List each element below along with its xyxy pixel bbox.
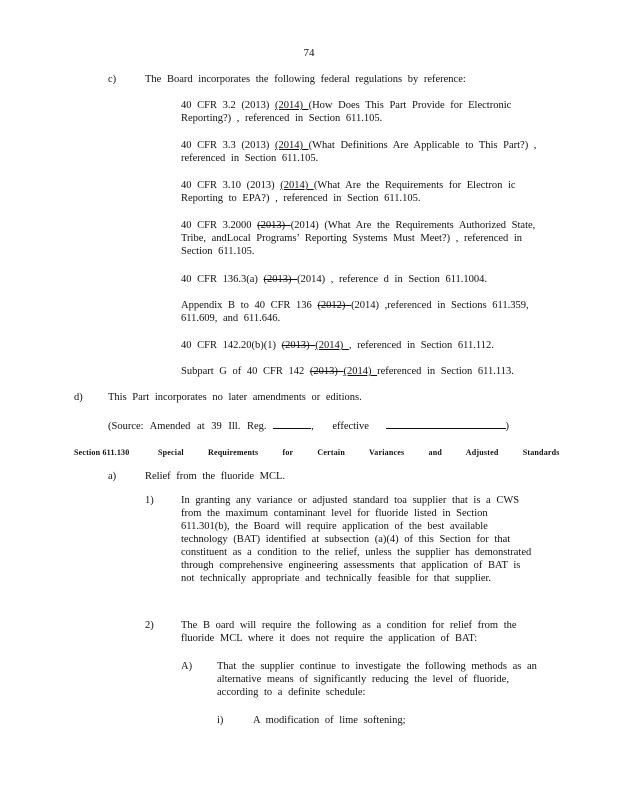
struck-text: (2012) (317, 300, 352, 311)
source-comma: , (311, 421, 314, 432)
subsection-d-text: This Part incorporates no later amendments or editions. (108, 392, 362, 403)
struck-text: (2013) (263, 274, 298, 285)
inserted-text: (2014) (274, 100, 309, 111)
reference-text: referenced in Section 611.113. (377, 366, 514, 377)
section-number: Section 611.130 (74, 448, 130, 457)
inserted-text: (2014) (315, 340, 349, 351)
reference-text: Subpart G of 40 CFR 142 (181, 366, 310, 377)
struck-text: (2013) (281, 340, 316, 351)
reference-item (181, 339, 541, 352)
item-1-text: In granting any variance or adjusted standard toa supplier that is a CWS from the maximum contaminant level for fluoride listed in Section 611.301(b), the Board will require application of the best available technology (BAT) identified at subsection (a)(4) of this Section for that constituent as a condition to the relief, unless the supplier has demonstrated through comprehensive engineering assessments that application of BAT is not technically appropriate and technically feasible for that supplier. (181, 495, 532, 584)
item-i-text: A modification of lime softening; (253, 715, 406, 726)
item-A-text: That the supplier continue to investigate the following methods as an alternative means of significantly reducing the level of fluoride, according to a definite schedule: (217, 661, 537, 698)
section-title: Special Requirements for Certain Variances and Adjusted Standards (158, 448, 560, 457)
reference-text: 40 CFR 3.2000 (181, 220, 258, 231)
source-note (108, 418, 509, 433)
reference-text: , referenced in Section 611.112. (348, 340, 494, 351)
subsection-d-label: d) (74, 392, 83, 403)
effective-date-blank (386, 418, 506, 429)
reference-text: 40 CFR 3.10 (2013) (181, 180, 281, 191)
item-2-label: 2) (145, 620, 154, 631)
reference-item (181, 273, 541, 286)
reference-text: (How Does This Part Provide for Electronic Reporting?) , referenced in Section 611.105. (181, 100, 512, 124)
item-1-label: 1) (145, 495, 154, 506)
item-A-label: A) (181, 661, 193, 672)
reference-item (181, 299, 541, 325)
page-number: 74 (303, 47, 315, 59)
reference-item (181, 139, 541, 165)
reference-text: 40 CFR 3.2 (2013) (181, 100, 275, 111)
reference-item (181, 219, 541, 258)
reference-text: (What Are the Requirements for Electron ic Reporting to EPA?) , referenced in Section 611.105. (181, 180, 516, 204)
inserted-text: (2014) (274, 140, 309, 151)
struck-text: (2013) (309, 366, 344, 377)
struck-text: (2013) (257, 220, 291, 231)
reference-item (181, 99, 541, 125)
item-i-label: i) (217, 715, 224, 726)
reference-text: Appendix B to 40 CFR 136 (181, 300, 318, 311)
reference-text: (2014) (What Are the Requirements Authorized State, Tribe, andLocal Programs’ Reporting Systems Must Meet?) , referenced in Section 611.105. (181, 220, 536, 257)
inserted-text: (2014) (280, 180, 314, 191)
reference-text: (2014) , reference d in Section 611.1004. (297, 274, 488, 285)
register-page-blank (273, 418, 311, 429)
reference-item (181, 365, 541, 378)
subsection-a-label: a) (108, 471, 117, 482)
item-2-text: The B oard will require the following as a condition for relief from the fluoride MCL where it does not require the application of BAT: (181, 620, 517, 644)
source-prefix: (Source: Amended at 39 Ill. Reg. (108, 421, 267, 432)
source-effective: effective (332, 421, 369, 432)
subsection-c-label: c) (108, 74, 117, 85)
reference-text: (2014) ,referenced in Sections 611.359, 611.609, and 611.646. (181, 300, 529, 324)
reference-text: 40 CFR 136.3(a) (181, 274, 264, 285)
reference-item (181, 179, 541, 205)
reference-text: (What Definitions Are Applicable to This Part?) , referenced in Section 611.105. (181, 140, 537, 164)
inserted-text: (2014) (343, 366, 378, 377)
source-close: ) (505, 421, 510, 432)
reference-text: 40 CFR 142.20(b)(1) (181, 340, 282, 351)
reference-text: 40 CFR 3.3 (2013) (181, 140, 275, 151)
subsection-a-text: Relief from the fluoride MCL. (145, 471, 286, 482)
subsection-c-intro: The Board incorporates the following federal regulations by reference: (145, 74, 466, 85)
